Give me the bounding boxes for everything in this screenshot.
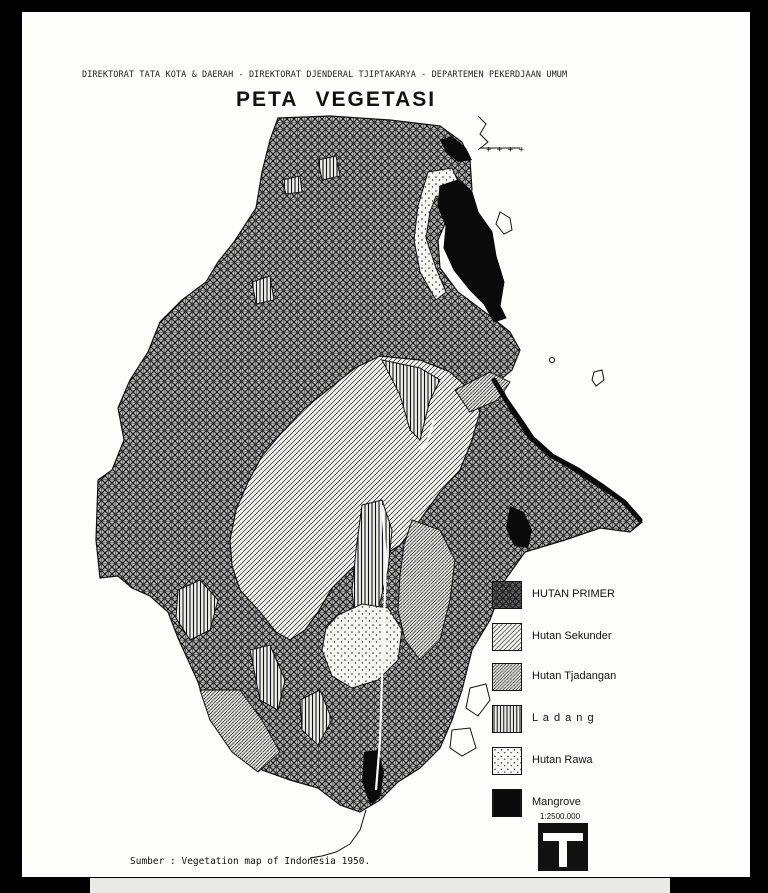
legend-swatch-dots bbox=[492, 747, 522, 775]
island bbox=[592, 370, 604, 386]
legend-label: L a d a n g bbox=[532, 712, 595, 724]
border-crosses: + + + + bbox=[486, 145, 524, 155]
pekerjaan-umum-logo-icon bbox=[538, 823, 588, 871]
legend-label: Hutan Tjadangan bbox=[532, 670, 617, 682]
legend-swatch-diagonal-dense bbox=[492, 663, 522, 691]
legend-swatch-vertical bbox=[492, 705, 522, 733]
legend-label: Mangrove bbox=[532, 796, 581, 808]
island bbox=[496, 212, 512, 234]
legend-swatch-crosshatch bbox=[492, 581, 522, 609]
agency-header: DIREKTORAT TATA KOTA & DAERAH - DIREKTORAT DJENDERAL TJIPTAKARYA - DEPARTEMEN PEKERDJAAN UMUM bbox=[82, 70, 568, 80]
legend-label: HUTAN PRIMER bbox=[532, 588, 615, 600]
river bbox=[310, 810, 366, 858]
legend-swatch-solid bbox=[492, 789, 522, 817]
legend-label: Hutan Sekunder bbox=[532, 630, 612, 642]
legend-swatch-diagonal bbox=[492, 623, 522, 651]
map-scale: 1:2500.000 bbox=[540, 812, 581, 821]
island bbox=[550, 358, 555, 363]
legend-label: Hutan Rawa bbox=[532, 754, 593, 766]
map-title: PETA VEGETASI bbox=[236, 88, 437, 111]
source-note: Sumber : Vegetation map of Indonesia 1950. bbox=[130, 856, 371, 867]
